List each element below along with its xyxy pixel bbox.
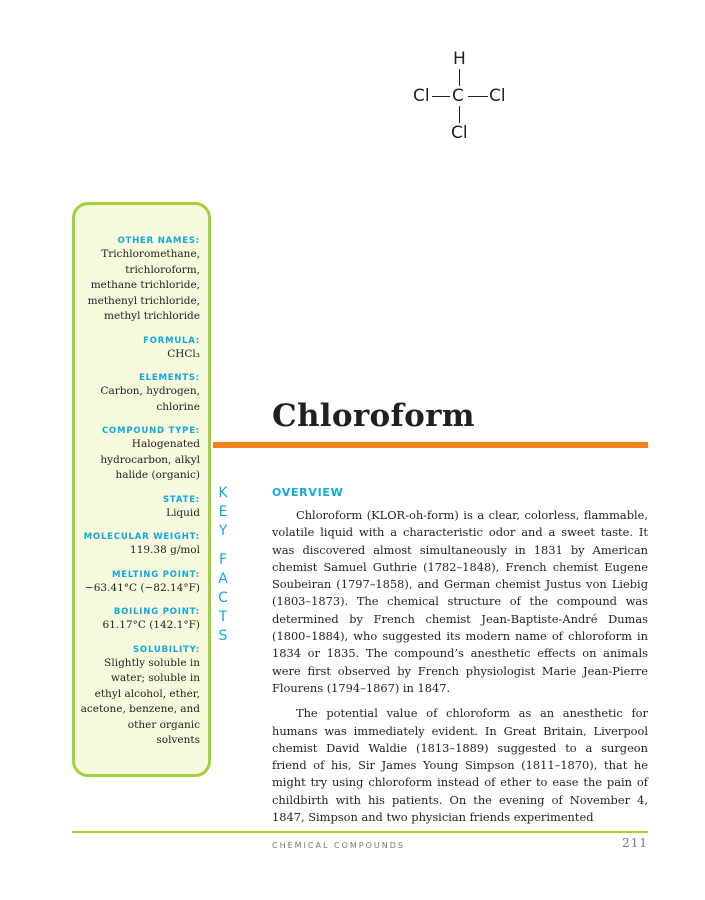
atom-carbon: C <box>452 86 464 106</box>
atom-chlorine-left: Cl <box>413 86 430 106</box>
fact-value-line: Carbon, hydrogen, <box>100 385 200 397</box>
fact-value-line: methenyl trichloride, <box>87 294 200 307</box>
key-facts-letter: Y <box>218 523 228 539</box>
fact-label: BOILING POINT: <box>113 607 200 617</box>
atom-chlorine-right: Cl <box>489 86 506 106</box>
key-facts-letter: S <box>218 628 228 644</box>
page-title: Chloroform <box>272 398 475 434</box>
fact-label: ELEMENTS: <box>139 373 200 383</box>
key-facts-letter: E <box>218 504 228 520</box>
key-facts-vertical-label <box>216 484 230 646</box>
fact-value-line: CHCl₃ <box>167 347 200 360</box>
fact-value-line: ethyl alcohol, ether, <box>94 687 200 700</box>
fact-label: STATE: <box>163 494 200 505</box>
page-number: 211 <box>622 836 648 850</box>
fact-label: COMPOUND TYPE: <box>102 426 200 436</box>
fact-value-line: Liquid <box>166 506 200 519</box>
fact-value <box>72 581 200 597</box>
fact-value-line: methane trichloride, <box>90 279 200 291</box>
fact-value-line: Trichloromethane, <box>101 248 200 260</box>
fact-value-line: acetone, benzene, and <box>80 703 200 715</box>
fact-value <box>72 347 200 363</box>
fact-value <box>72 247 200 325</box>
key-facts-letter: F <box>218 552 228 568</box>
fact-value-line: 61.17°C (142.1°F) <box>102 619 200 631</box>
paragraph: The potential value of chloroform as an anesthetic for humans was immediately evident. In Great Britain, Liverpool chemist David Waldie (1813–1889) suggested to a surgeon friend of his, Sir James Young Simpson (1811–1870), that he might try using chloroform instead of ether to ease the pain of childbirth with his patients. On the evening of November 4, 1847, Simpson and two physician friends experimented <box>272 706 648 825</box>
bond-c-cl-left <box>432 96 450 97</box>
fact-label: SOLUBILITY: <box>133 644 200 655</box>
fact-value <box>72 506 200 522</box>
key-facts-letter: C <box>218 590 228 606</box>
article-body <box>272 507 648 834</box>
fact-value-line: Slightly soluble in <box>104 656 200 669</box>
fact-value-line: hydrocarbon, alkyl <box>100 453 200 466</box>
bond-c-cl-bottom <box>459 106 460 123</box>
key-facts-sidebar <box>72 202 211 777</box>
bond-c-h <box>459 69 460 86</box>
section-heading: OVERVIEW <box>272 486 344 499</box>
paragraph: Chloroform (KLOR-oh-form) is a clear, colorless, flammable, volatile liquid with a characteristic odor and a sweet taste. It was discovered almost simultaneously in 1831 by American chemist Samuel Guthrie (1782–1848), French chemist Eugene Soubeiran (1797–1858), and German chemist Justus von Liebig (1803–1873). The chemical structure of the compound was determined by French chemist Jean-Baptiste-André Dumas (1800–1884), who suggested its modern name of chloroform in 1834 or 1835. The compound’s anesthetic effects on animals were first observed by French physiologist Marie Jean-Pierre Flourens (1794–1867) in 1847. <box>272 508 648 695</box>
fact-value-line: other organic <box>127 718 200 731</box>
key-facts-letter: K <box>218 485 228 501</box>
fact-value <box>72 656 200 749</box>
fact-value-line: halide (organic) <box>115 469 200 481</box>
fact-value <box>72 384 200 415</box>
atom-hydrogen: H <box>453 49 466 69</box>
fact-value-line: water; soluble in <box>110 672 200 684</box>
fact-value-line: trichloroform, <box>125 263 200 276</box>
title-rule <box>213 442 648 448</box>
fact-value-line: Halogenated <box>131 438 200 450</box>
key-facts-letter: A <box>218 571 228 587</box>
footer-rule <box>72 831 648 833</box>
fact-label: MELTING POINT: <box>112 569 200 580</box>
fact-label: FORMULA: <box>143 335 200 346</box>
fact-value-line: 119.38 g/mol <box>130 544 200 556</box>
atom-chlorine-bottom: Cl <box>451 123 468 143</box>
fact-value-line: methyl trichloride <box>103 310 200 322</box>
fact-value-line: solvents <box>156 734 200 746</box>
key-facts-letter: T <box>218 609 228 625</box>
fact-value-line: −63.41°C (−82.14°F) <box>84 581 200 594</box>
fact-label: MOLECULAR WEIGHT: <box>83 532 200 542</box>
key-facts-list <box>72 235 200 759</box>
footer-book-title: CHEMICAL COMPOUNDS <box>272 841 405 850</box>
fact-value-line: chlorine <box>156 400 200 413</box>
fact-label: OTHER NAMES: <box>117 236 200 246</box>
key-facts-letter <box>216 541 230 551</box>
bond-c-cl-right <box>468 96 488 97</box>
fact-value <box>72 618 200 634</box>
chloroform-structure-diagram <box>405 40 520 150</box>
fact-value <box>72 437 200 484</box>
fact-value <box>72 543 200 559</box>
